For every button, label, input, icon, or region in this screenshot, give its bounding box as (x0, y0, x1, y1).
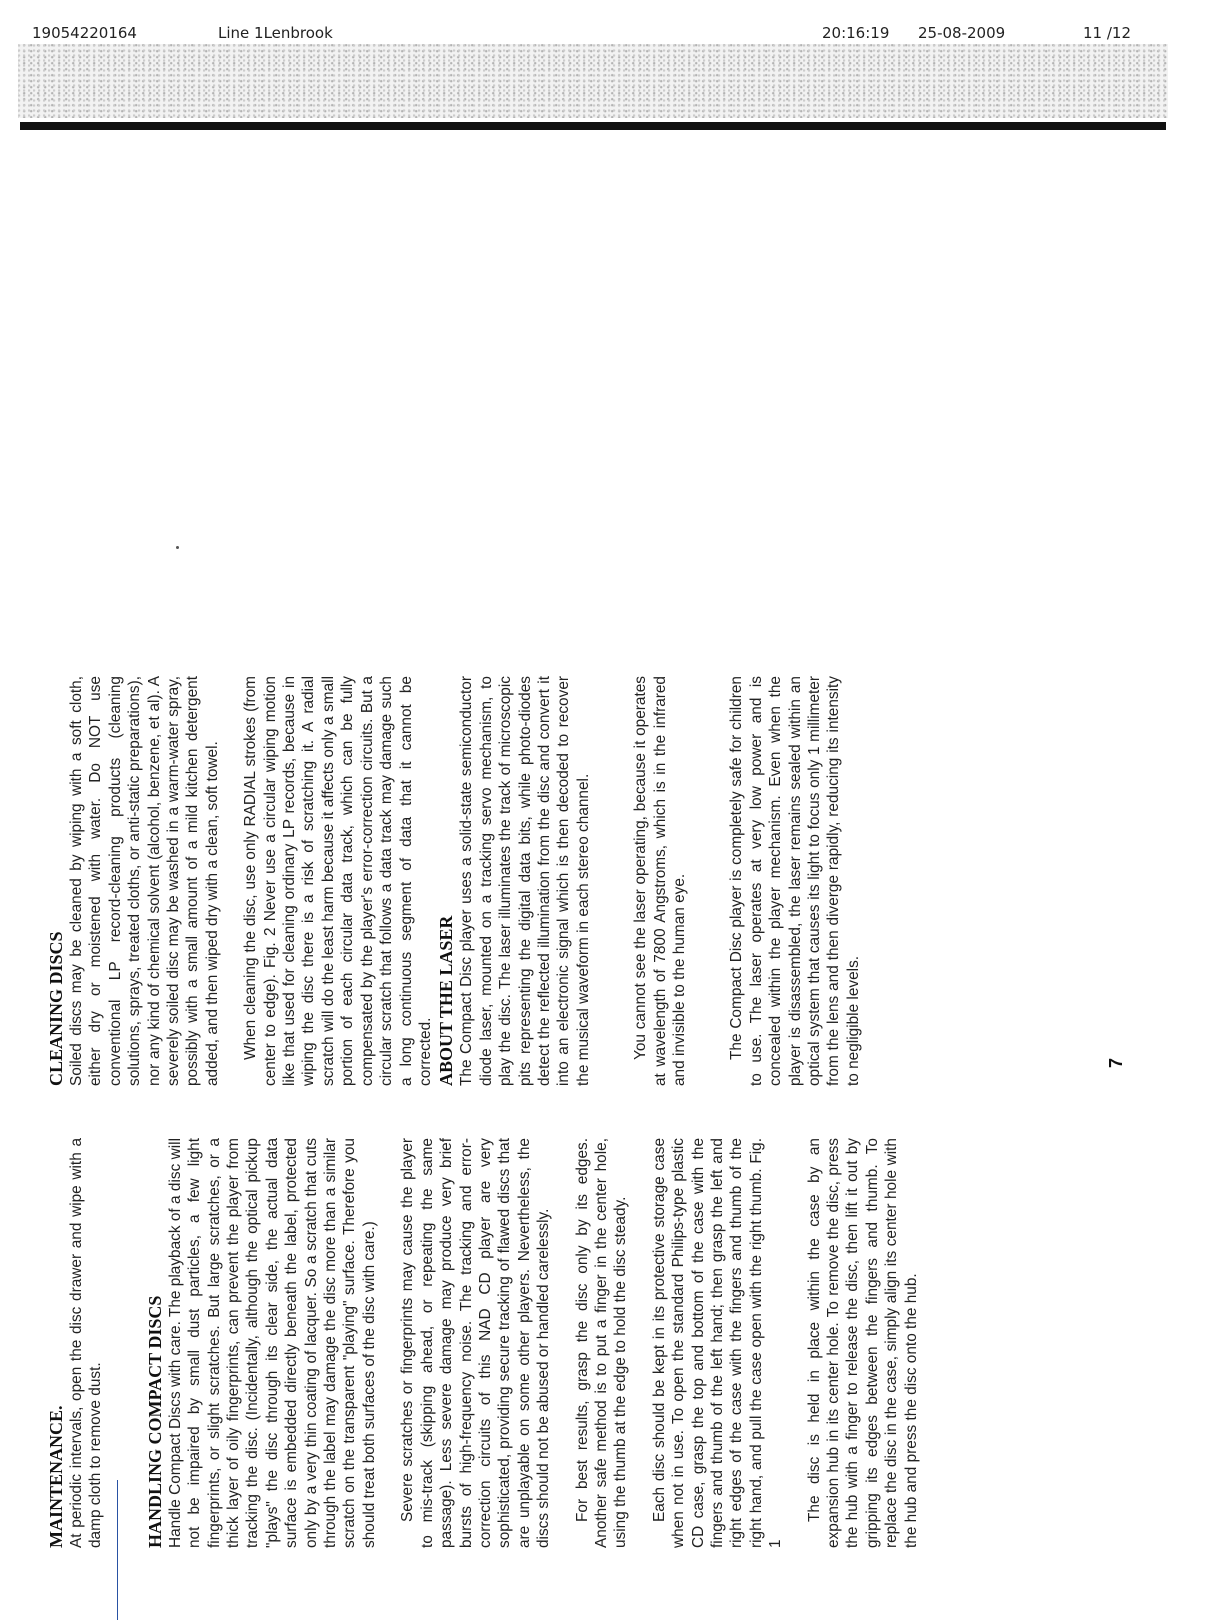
rotated-document-page (45, 618, 1126, 1548)
maintenance-body: At periodic intervals, open the disc drawer and wipe with a damp cloth to remove dust. (68, 1138, 105, 1548)
handling-paragraph-5: The disc is held in place within the case by an expansion hub in its center hole. To remove the disc, press the hub with a finger to release the disc, then lift it out by gripping its edges between the fingers and thumb. To replace the disc in the case, simply align its center hole with the hub and press the disc onto the hub. (805, 1138, 920, 1548)
fax-date: 25-08-2009 (918, 24, 1006, 42)
fax-phone-number: 19054220164 (32, 24, 137, 42)
laser-paragraph-1: The Compact Disc player uses a solid-state semiconductor diode laser, mounted on a tracking servo mechanism, to play the disc. The laser illuminates the track of microscopic pits representing the digital data bits, while photo-diodes detect the reflected illumination from the disc and convert it into an electronic signal which is then decoded to recover the musical waveform in each stereo channel. (458, 676, 592, 1086)
laser-paragraph-3: The Compact Disc player is completely safe for children to use. The laser operates at very low power and is concealed within the player mechanism. Even when the player is disassembled, the laser remains sealed within an optical system that causes its light to focus only 1 millimeter from the lens and then diverge rapidly, reducing its intensity to negligible levels. (728, 676, 862, 1086)
handling-paragraph-2: Severe scratches or fingerprints may cause the player to mis-track (skipping ahead, or repeating the same passage). Less severe damage may produce very brief bursts of high-frequency noise. The tracking and error-correction circuits of this NAD CD player are very sophisticated, providing secure tracking of flawed discs that are unplayable on some other players. Nevertheless, the discs should not be abused or handled carelessly. (399, 1138, 553, 1548)
right-column (45, 676, 863, 1086)
maintenance-heading: MAINTENANCE. (46, 1405, 66, 1548)
handling-heading: HANDLING COMPACT DISCS (144, 1295, 165, 1548)
fax-header (0, 0, 1224, 40)
left-column (45, 1138, 921, 1548)
fax-time: 20:16:19 (822, 24, 890, 42)
scan-noise-band (18, 44, 1168, 118)
cleaning-heading: CLEANING DISCS (46, 931, 66, 1086)
fax-line-label: Line 1Lenbrook (218, 24, 333, 42)
laser-heading: ABOUT THE LASER (436, 915, 457, 1086)
footnote-rule (117, 1480, 118, 1620)
cleaning-paragraph-2: When cleaning the disc, use only RADIAL strokes (from center to edge). Fig. 2 Never use a circular wiping motion like that used for cleaning ordinary LP records, because in wiping the disc there is a risk of scratching it. A radial scratch will do the least harm because it affects only a small portion of each circular data track, which can be fully compensated by the player's error-correction circuits. But a circular scratch that follows a data track may damage such a long continuous segment of data that it cannot be corrected. (242, 676, 434, 1086)
handling-paragraph-1: Handle Compact Discs with care. The playback of a disc will not be impaired by small dust particles, a few light fingerprints, or slight scratches. But large scratches, or a thick layer of oily fingerprints, can prevent the player from tracking the disc. (Incidentally, although the optical pickup "plays" the disc through its clear side, the actual data surface is embedded directly beneath the label, protected only by a very thin coating of lacquer. So a scratch that cuts through the label may damage the disc more than a similar scratch on the transparent "playing" surface. Therefore you should treat both surfaces of the disc with care.) (166, 1138, 378, 1548)
page-number: 7 (1106, 1057, 1126, 1068)
cleaning-paragraph-1: Soiled discs may be cleaned by wiping with a soft cloth, either dry or moistened with water. Do NOT use conventional LP record-cleaning products (cleaning solutions, sprays, treated cloths, or anti-static preparations), nor any kind of chemical solvent (alcohol, benzene, et al). A severely soiled disc may be washed in a warm-water spray, possibly with a small amount of a mild kitchen detergent added, and then wiped dry with a clean, soft towel. (68, 676, 221, 1086)
scan-speck (176, 546, 179, 549)
handling-paragraph-3: For best results, grasp the disc only by its edges. Another safe method is to put a finger in the center hole, using the thumb at the edge to hold the disc steady. (573, 1138, 630, 1548)
fax-page-count: 11 /12 (1083, 24, 1131, 42)
handling-paragraph-4: Each disc should be kept in its protective storage case when not in use. To open the standard Philips-type plastic CD case, grasp the top and bottom of the case with the fingers and thumb of the left hand; then grasp the left and right edges of the case with the fingers and thumb of the right hand, and pull the case open with the right thumb. Fig. 1 (650, 1138, 785, 1548)
header-rule (20, 122, 1166, 130)
laser-paragraph-2: You cannot see the laser operating, because it operates at wavelength of 7800 Angstroms, which is in the infrared and invisible to the human eye. (632, 676, 688, 1086)
